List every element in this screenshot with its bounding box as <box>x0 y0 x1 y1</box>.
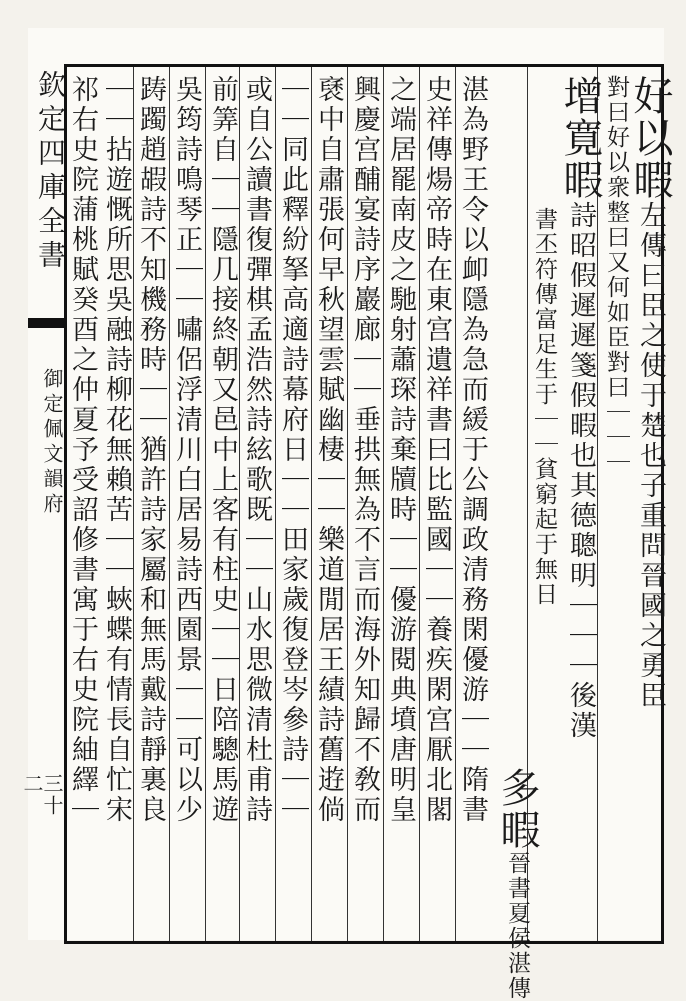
column-rule <box>347 67 348 941</box>
text-column <box>557 75 603 933</box>
text-column <box>279 75 306 933</box>
column-text: 史祥傳煬帝時在東宫遺祥書曰比監國｜｜養疾閑宫厭北閣 <box>421 75 452 825</box>
text-column <box>103 75 130 933</box>
column-rule <box>455 67 456 941</box>
column-text: 褎中自肅張何早秋望雲賦幽棲｜｜樂道閒居王績詩舊逰倘 <box>313 75 344 825</box>
text-column <box>423 75 450 933</box>
text-column <box>387 75 414 933</box>
column-text: 晉書夏侯湛傳 <box>504 851 530 1001</box>
column-text: 左傳曰臣之使于楚也子重問晉國之勇臣 <box>635 201 666 711</box>
margin-black-block <box>28 318 66 328</box>
column-text: 書丕符傳富足生于｜｜貧窮起于無日 <box>531 207 557 607</box>
column-text: ｜｜拈遊慨所思吳融詩柳花無賴苦｜｜蛺蝶有情長自忙宋 <box>101 75 132 825</box>
column-text: 踌躅趙嘏詩不知機務時｜｜猶許詩家屬和無馬戴詩靜裏良 <box>135 75 166 825</box>
entry-heading: 增寛暇 <box>557 75 603 201</box>
text-column <box>69 75 96 933</box>
text-column <box>603 75 630 933</box>
column-rule <box>383 67 384 941</box>
entry-heading: 好以暇 <box>627 75 673 201</box>
column-rule <box>275 67 276 941</box>
column-text: 對曰好以衆整曰又何如臣對曰｜｜｜ <box>603 75 629 475</box>
text-column <box>315 75 342 933</box>
column-rule <box>239 67 240 941</box>
column-rule <box>169 67 170 941</box>
column-text: ｜｜同此釋紛拏高適詩幕府日｜｜田家歲復登岑參詩｜｜ <box>277 75 308 825</box>
text-column <box>137 75 164 933</box>
column-text: 祁右史院蒲桃賦癸酉之仲夏予受詔修書寓于右史院紬繹｜ <box>67 75 98 825</box>
column-text: 前筭自｜｜隱几接終朝又邑中上客有柱史｜｜日陪驄馬遊 <box>207 75 238 825</box>
text-column <box>627 75 673 933</box>
text-column <box>243 75 270 933</box>
text-column <box>173 75 200 933</box>
column-text: 之端居罷南皮之馳射蕭琛詩棄牘時｜｜優游閱典墳唐明皇 <box>385 75 416 825</box>
column-text: 吳筠詩鳴琴正｜｜嘯侶浮清川白居易詩西園景｜｜可以少 <box>171 75 202 825</box>
page-number: 三十二 <box>20 773 64 817</box>
text-column <box>209 75 236 933</box>
page <box>20 28 673 1001</box>
text-column <box>351 75 378 933</box>
column-text: 湛為野王令以卹隱為急而緩于公調政清務閑優游｜｜隋書 <box>457 75 488 825</box>
column-rule <box>419 67 420 941</box>
text-frame <box>64 64 673 1001</box>
text-column <box>494 767 540 1001</box>
margin-subtitle: 御定佩文韻府 <box>40 368 64 518</box>
column-rule <box>205 67 206 941</box>
text-column <box>459 75 486 933</box>
column-text: 興慶宫酺宴詩序巖廊｜｜垂拱無為不言而海外知歸不敎而 <box>349 75 380 825</box>
column-rule <box>133 67 134 941</box>
column-text: 詩昭假遲遲箋假暇也其德聰明｜｜｜後漢 <box>565 201 596 741</box>
margin-title: 欽定四庫全書 <box>34 70 67 274</box>
entry-heading: 多暇 <box>494 767 540 851</box>
column-text: 或自公讀書復彈棋孟浩然詩絃歌既｜｜山水思微清杜甫詩 <box>241 75 272 825</box>
column-rule <box>311 67 312 941</box>
